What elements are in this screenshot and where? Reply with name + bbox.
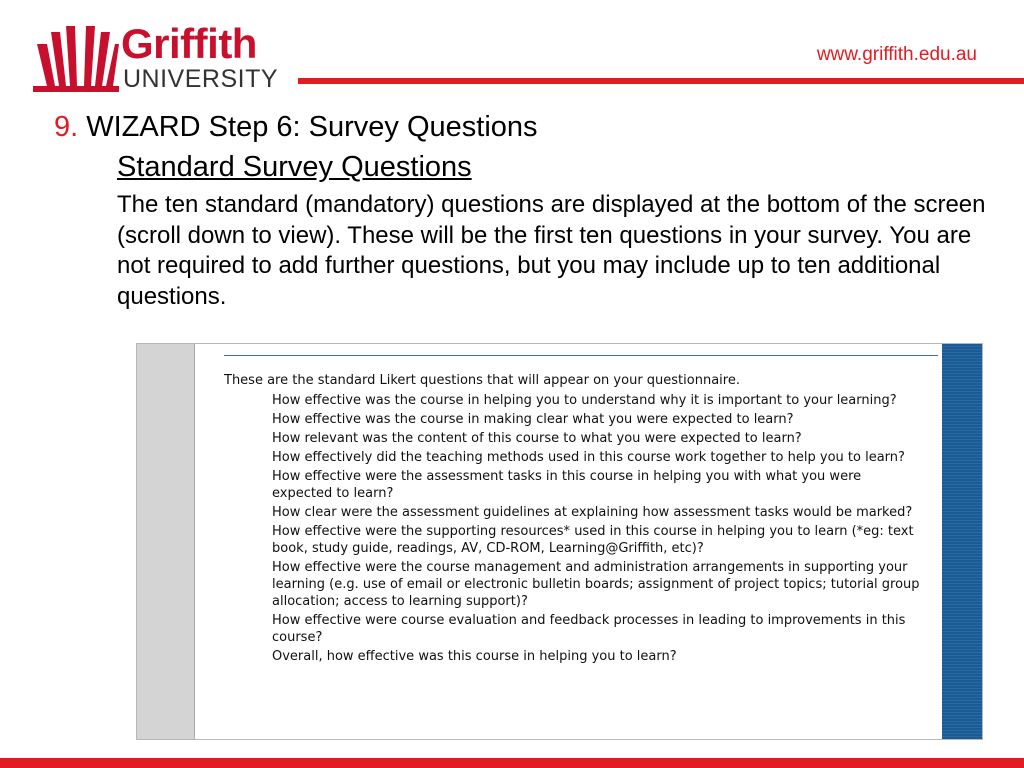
question-item: How clear were the assessment guidelines at explaining how assessment tasks would be marked?	[272, 505, 913, 520]
question-item: How relevant was the content of this course to what you were expected to learn?	[272, 431, 802, 446]
question-item: How effective was the course in helping you to understand why it is important to your learning?	[272, 393, 897, 408]
logo-wordmark: Griffith	[121, 20, 257, 67]
slide-body-text: The ten standard (mandatory) questions are displayed at the bottom of the screen (scroll down to view). These will be the first ten questions in your survey. You are not required to add further questions, but you may include up to ten additional questions.	[117, 191, 986, 310]
question-item: How effective were the supporting resources* used in this course in helping you to learn (*eg: text book, study guide, readings, AV, CD-ROM, Learning@Griffith, etc)?	[272, 524, 914, 556]
griffith-logo-icon	[33, 24, 119, 92]
screenshot-left-panel	[137, 344, 195, 739]
slide-subtitle: Standard Survey Questions	[117, 151, 472, 183]
slide-number: 9.	[54, 111, 79, 143]
question-item: How effectively did the teaching methods used in this course work together to help you to learn?	[272, 450, 905, 465]
standard-question-list	[272, 392, 922, 667]
header-divider	[298, 78, 1024, 84]
site-url[interactable]: www.griffith.edu.au	[816, 44, 977, 65]
survey-questions-screenshot	[136, 343, 983, 740]
likert-intro-text: These are the standard Likert questions that will appear on your questionnaire.	[224, 373, 740, 388]
screenshot-divider	[224, 355, 938, 356]
question-item: How effective was the course in making clear what you were expected to learn?	[272, 412, 794, 427]
slide-title	[54, 111, 538, 143]
griffith-logo	[33, 20, 293, 98]
screenshot-right-panel	[942, 344, 982, 739]
question-item: How effective were the assessment tasks in this course in helping you with what you were expected to learn?	[272, 469, 862, 501]
screenshot-content	[196, 344, 942, 739]
slide-title-text: WIZARD Step 6: Survey Questions	[86, 111, 538, 143]
question-item: Overall, how effective was this course in helping you to learn?	[272, 649, 677, 664]
logo-subtitle: UNIVERSITY	[123, 65, 279, 93]
footer-divider	[0, 758, 1024, 768]
question-item: How effective were the course management and administration arrangements in supporting your learning (e.g. use of email or electronic bulletin boards; assignment of project topics; tutorial group allocation; access to learning support)?	[272, 560, 920, 609]
question-item: How effective were course evaluation and feedback processes in leading to improvements in this course?	[272, 613, 906, 645]
